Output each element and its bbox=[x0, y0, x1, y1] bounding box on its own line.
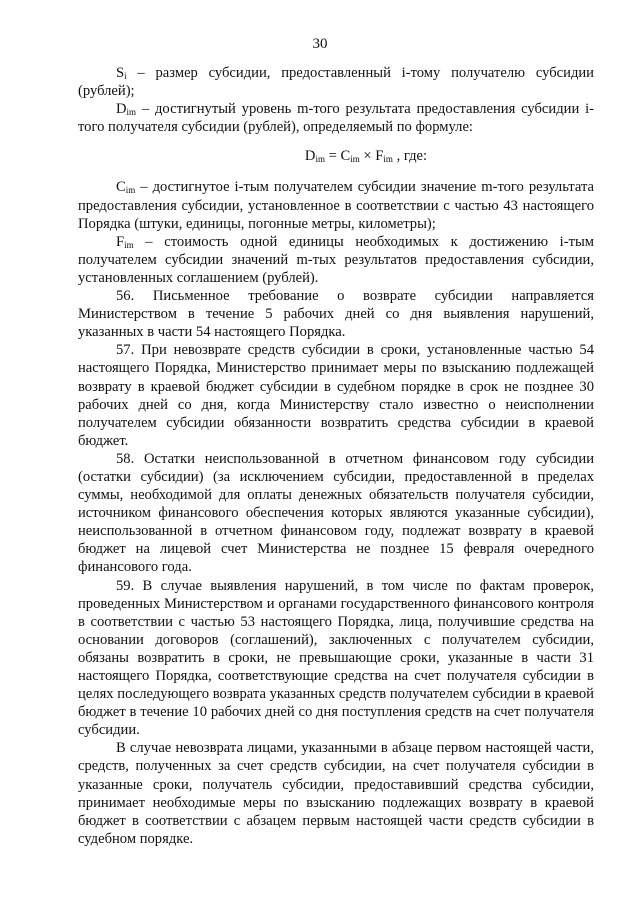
formula-tail: , где: bbox=[392, 148, 428, 165]
formula-equals: = bbox=[324, 148, 341, 165]
formula-times: × bbox=[359, 148, 376, 165]
definition-d-im-text: – достигнутый уровень m-того результата предоставления субсидии i-того получателя субсидии (рублей), определяемый по формуле: bbox=[78, 101, 594, 136]
paragraph-57: 57. При невозврате средств субсидии в сроки, установленные частью 54 настоящего Порядка, Министерство принимает меры по взысканию подлежащей возврату в краевой бюджет субсидии в судебном порядке в срок не позднее 30 рабочих дней со дня, когда Министерству стало известно о неисполнении получателем субсидии обязанности возвратить средства субсидии в краевой бюджет. bbox=[78, 342, 594, 449]
symbol-d: D bbox=[116, 101, 127, 118]
paragraph-58: 58. Остатки неиспользованной в отчетном финансовом году субсидии (остатки субсидии) (за исключением субсидии, предоставленной в пределах суммы, необходимой для оплаты денежных обязательств получателя субсидии, источником финансового обеспечения которых являются указанные субсидии), неиспользованной в отчетном финансовом году, подлежат возврату в краевой бюджет на лицевой счет Министерства не позднее 15 февраля очередного финансового года. bbox=[78, 450, 594, 576]
symbol-s: S bbox=[116, 65, 125, 81]
document-body bbox=[78, 64, 594, 848]
paragraph-56: 56. Письменное требование о возврате субсидии направляется Министерством в течение 5 рабочих дней со дня выявления нарушений, указанных в части 54 настоящего Порядка. bbox=[78, 288, 594, 341]
symbol-s-subscript: i bbox=[124, 71, 127, 81]
definition-s-i bbox=[78, 64, 594, 100]
formula-f: F bbox=[375, 148, 384, 165]
definition-c-im bbox=[78, 178, 594, 232]
definition-d-im bbox=[78, 100, 594, 136]
formula-f-subscript: im bbox=[383, 154, 393, 165]
symbol-f: F bbox=[116, 233, 125, 250]
page-number: 30 bbox=[312, 36, 328, 52]
formula-lhs-subscript: im bbox=[315, 154, 325, 165]
symbol-d-subscript: im bbox=[126, 107, 137, 118]
definition-f-im-text: – стоимость одной единицы необходимых к достижению i-тым получателем субсидии значений m-тых результатов предоставления субсидии, установленных соглашением (рублей). bbox=[78, 233, 594, 286]
definition-f-im bbox=[78, 233, 594, 287]
formula-lhs: D bbox=[304, 148, 316, 165]
symbol-c: C bbox=[116, 179, 126, 196]
formula bbox=[78, 147, 594, 165]
symbol-f-subscript: im bbox=[124, 239, 134, 250]
symbol-c-subscript: im bbox=[125, 185, 136, 196]
definition-s-i-text: – размер субсидии, предоставленный i-тому получателю субсидии (рублей); bbox=[78, 65, 594, 100]
definition-c-im-text: – достигнутое i-тым получателем субсидии значение m-того результата предоставления субсидии, установленное в соответствии с частью 43 настоящего Порядка (штуки, единицы, погонные метры, километры); bbox=[78, 179, 594, 232]
formula-c-subscript: im bbox=[350, 154, 360, 165]
formula-c: C bbox=[340, 148, 351, 165]
paragraph-59-second: В случае невозврата лицами, указанными в абзаце первом настоящей части, средств, полученных за счет средств субсидии, на счет получателя субсидии в указанные сроки, получатель субсидии, предоставивший средства субсидии, принимает необходимые меры по взысканию подлежащих возврату в краевой бюджет в соответствии с абзацем первым настоящей части средств субсидии в судебном порядке. bbox=[78, 740, 594, 847]
paragraph-59: 59. В случае выявления нарушений, в том числе по фактам проверок, проведенных Министерством и органами государственного финансового контроля в соответствии с частью 53 настоящего Порядка, лица, получившие средства на основании договоров (соглашений), заключенных с получателем субсидии, обязаны возвратить в сроки, не превышающие сроки, указанные в части 31 настоящего Порядка, соответствующие средства на счет получателя субсидии в целях последующего возврата указанных средств получателем субсидии в краевой бюджет в течение 10 рабочих дней со дня поступления средств на счет получателя субсидии. bbox=[78, 577, 594, 739]
